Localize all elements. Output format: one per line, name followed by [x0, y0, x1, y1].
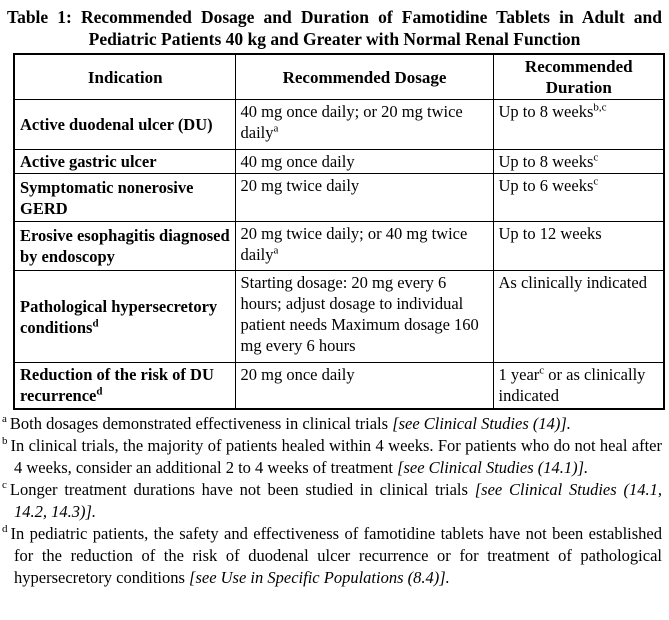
duration-cell: Up to 8 weeks$^c$ [493, 150, 664, 174]
footnote-text-a: Both dosages demonstrated effectiveness in clinical trials [see Clinical Studies (14)]. [9, 413, 571, 433]
footnote-text-c: Longer treatment durations have not been studied in clinical trials [see Clinical Studies (14.1, 14.2, 14.3)]. [9, 479, 662, 521]
dosage-cell: Starting dosage: 20 mg every 6 hours; adjust dosage to individual patient needs Maximum dosage 160 mg every 6 hours [235, 271, 493, 363]
dosage-cell: 40 mg once daily; or 20 mg twice daily$^a$ [235, 100, 493, 150]
footnote-a [2, 413, 662, 435]
dosage-cell: 20 mg twice daily [235, 174, 493, 222]
footnote-marker-b: b [2, 435, 8, 447]
indication-cell: Symptomatic nonerosive GERD [14, 174, 235, 222]
table-row-symptomatic-nonerosive-gerd [14, 174, 664, 222]
table-title-line-2: Pediatric Patients 40 kg and Greater with Normal Renal Function [88, 29, 581, 49]
footnote-marker-a: a [2, 413, 7, 425]
table-title-line-1: Table 1: Recommended Dosage and Duration of Famotidine Tablets in Adult and [7, 7, 662, 27]
footnote-marker-d: d [2, 523, 8, 535]
indication-cell: Pathological hypersecretory conditions$^d$ [14, 271, 235, 363]
table-title [0, 0, 669, 53]
column-header-indication: Indication [14, 54, 235, 100]
footnote-b [2, 435, 662, 479]
indication-cell: Active duodenal ulcer (DU) [14, 100, 235, 150]
duration-cell: As clinically indicated [493, 271, 664, 363]
footnotes-section [0, 410, 669, 589]
table-row-active-gastric-ulcer [14, 150, 664, 174]
table-row-du-recurrence-reduction [14, 363, 664, 409]
table-row-active-duodenal-ulcer [14, 100, 664, 150]
table-row-erosive-esophagitis [14, 222, 664, 271]
indication-cell: Erosive esophagitis diagnosed by endoscopy [14, 222, 235, 271]
duration-cell: Up to 12 weeks [493, 222, 664, 271]
footnote-marker-c: c [2, 479, 7, 491]
duration-cell: 1 year$^c$ or as clinically indicated [493, 363, 664, 409]
table-row-pathological-hypersecretory [14, 271, 664, 363]
column-header-recommended-dosage: Recommended Dosage [235, 54, 493, 100]
dosage-cell: 40 mg once daily [235, 150, 493, 174]
indication-cell: Active gastric ulcer [14, 150, 235, 174]
duration-cell: Up to 8 weeks$^{b,c}$ [493, 100, 664, 150]
footnote-d [2, 523, 662, 589]
indication-cell: Reduction of the risk of DU recurrence$^d$ [14, 363, 235, 409]
dosage-cell: 20 mg once daily [235, 363, 493, 409]
footnote-text-b: In clinical trials, the majority of patients healed within 4 weeks. For patients who do not heal after 4 weeks, consider an additional 2 to 4 weeks of treatment [see Clinical Studies (14.1)]. [10, 435, 662, 477]
footnote-c [2, 479, 662, 523]
duration-cell: Up to 6 weeks$^c$ [493, 174, 664, 222]
header-row [14, 54, 664, 100]
column-header-recommended-duration: Recommended Duration [493, 54, 664, 100]
footnote-text-d: In pediatric patients, the safety and effectiveness of famotidine tablets have not been established for the reduction of the risk of duodenal ulcer recurrence or for treatment of pathological hypersecretory conditions [see Use in Specific Populations (8.4)]. [10, 523, 662, 587]
dosage-duration-table [13, 53, 665, 410]
dosage-cell: 20 mg twice daily; or 40 mg twice daily$^a$ [235, 222, 493, 271]
